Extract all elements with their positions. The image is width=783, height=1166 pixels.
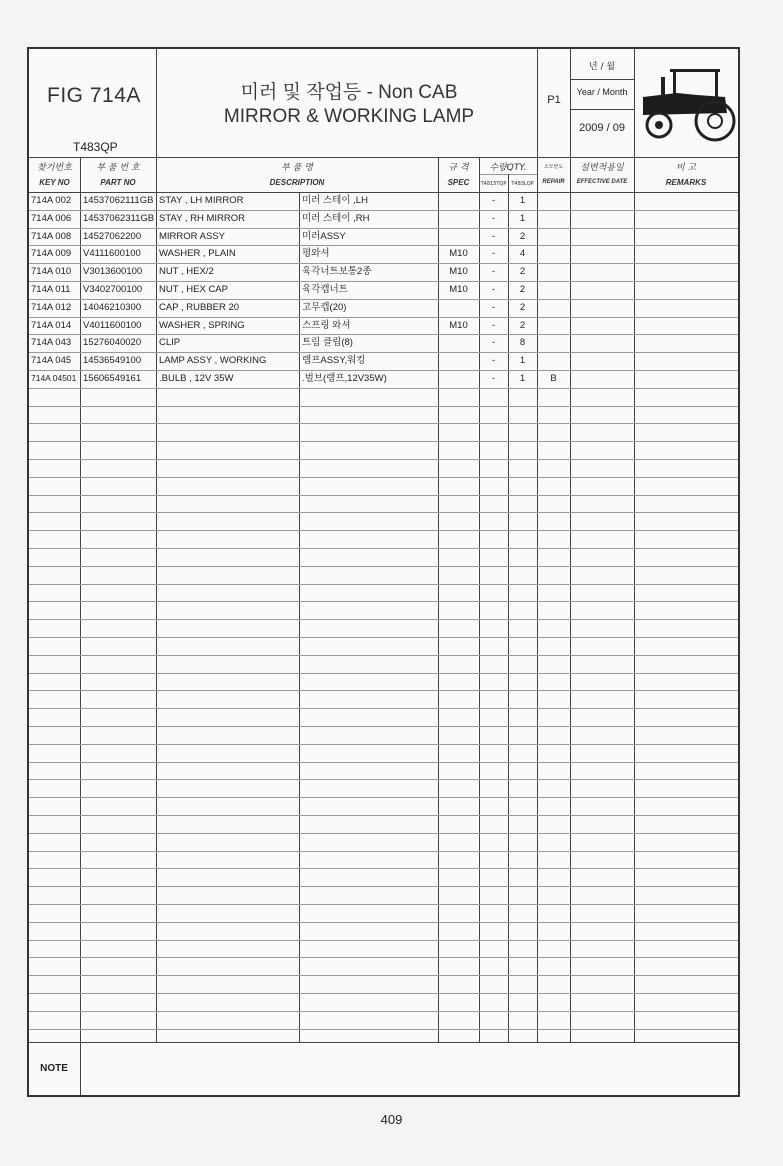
cell-key: 714A 009 bbox=[31, 248, 72, 260]
row-divider bbox=[29, 922, 738, 923]
cell-key: 714A 002 bbox=[31, 195, 72, 206]
row-divider bbox=[29, 851, 738, 852]
row-divider bbox=[29, 548, 738, 549]
cell-repair bbox=[537, 281, 570, 299]
cell-spec bbox=[438, 334, 479, 352]
cell-desc-kr: 스프링 와셔 bbox=[302, 319, 351, 331]
cell-repair bbox=[537, 317, 570, 335]
cell-part: 15276040020 bbox=[83, 337, 142, 349]
cell-repair bbox=[537, 245, 570, 263]
cell-desc-en: WASHER , SPRING bbox=[159, 319, 245, 331]
col-part-kr: 부 품 번 호 bbox=[96, 163, 140, 173]
figure-number: FIG 714A bbox=[47, 84, 141, 107]
cell-desc-en: .BULB , 12V 35W bbox=[159, 373, 234, 384]
row-divider bbox=[29, 619, 738, 620]
cell-qty2: 2 bbox=[519, 319, 526, 331]
col-repair-en: REPAIR bbox=[542, 179, 565, 185]
cell-key: 714A 006 bbox=[31, 212, 72, 224]
cell-qty2: 8 bbox=[519, 337, 526, 349]
cell-desc-kr: 육각너트보통2종 bbox=[302, 266, 372, 278]
cell-qty2: 1 bbox=[519, 355, 526, 367]
row-divider bbox=[29, 779, 738, 780]
row-divider bbox=[29, 388, 738, 389]
row-divider bbox=[29, 690, 738, 691]
cell-qty2: 2 bbox=[519, 284, 526, 295]
row-divider bbox=[29, 886, 738, 887]
cell-qty1: - bbox=[491, 301, 496, 313]
cell-desc-en: WASHER , PLAIN bbox=[159, 248, 236, 260]
cell-spec: M10 bbox=[449, 248, 468, 260]
cell-part: 14046210300 bbox=[83, 301, 142, 313]
cell-part: 14537062311GB bbox=[83, 212, 155, 224]
row-divider bbox=[29, 744, 738, 745]
cell-spec bbox=[438, 192, 479, 210]
cell-desc-kr: 미러 스테이 ,LH bbox=[302, 195, 368, 206]
cell-key: 714A 045 bbox=[31, 355, 72, 367]
col-rem-kr: 비 고 bbox=[675, 163, 697, 173]
cell-qty1: - bbox=[491, 230, 496, 242]
parts-list-sheet bbox=[27, 47, 740, 1097]
year-month-label-kr: 년 / 월 bbox=[588, 62, 616, 72]
cell-spec: M10 bbox=[449, 266, 468, 278]
cell-part: V3402700100 bbox=[83, 284, 143, 295]
cell-part: V4011600100 bbox=[83, 319, 142, 331]
title-korean: 미러 및 작업등 - Non CAB bbox=[240, 82, 458, 103]
row-divider bbox=[29, 993, 738, 994]
tractor-icon bbox=[637, 57, 737, 149]
col-spec-kr: 규 격 bbox=[448, 163, 469, 173]
cell-key: 714A 008 bbox=[31, 230, 72, 242]
col-eff-kr: 설변적용일 bbox=[580, 163, 624, 173]
row-divider bbox=[29, 868, 738, 869]
row-divider bbox=[29, 512, 738, 513]
row-divider bbox=[29, 940, 738, 941]
cell-repair bbox=[537, 263, 570, 281]
row-divider bbox=[29, 833, 738, 834]
cell-qty1: - bbox=[491, 337, 496, 349]
cell-qty1: - bbox=[491, 373, 496, 384]
col-key-en: KEY NO bbox=[39, 178, 70, 187]
row-divider bbox=[29, 566, 738, 567]
col-qty-sub2: T483LQP bbox=[511, 181, 534, 187]
cell-qty2: 1 bbox=[519, 212, 526, 224]
cell-qty2: 1 bbox=[519, 195, 526, 206]
cell-qty1: - bbox=[491, 284, 496, 295]
note-label: NOTE bbox=[40, 1063, 68, 1074]
cell-repair bbox=[537, 352, 570, 370]
cell-spec bbox=[438, 352, 479, 370]
model-code: T483QP bbox=[73, 140, 118, 154]
cell-repair bbox=[537, 192, 570, 210]
cell-key: 714A 043 bbox=[31, 337, 72, 349]
col-repair-kr: 소모번도 bbox=[543, 164, 564, 170]
cell-qty2: 2 bbox=[519, 266, 526, 278]
cell-qty1: - bbox=[491, 212, 496, 224]
row-divider bbox=[29, 406, 738, 407]
cell-desc-en: NUT , HEX/2 bbox=[159, 266, 214, 278]
cell-part: V3013600100 bbox=[83, 266, 143, 278]
cell-part: V4111600100 bbox=[83, 248, 141, 260]
cell-part: 14536549100 bbox=[83, 355, 142, 367]
cell-repair bbox=[537, 210, 570, 228]
col-desc-kr: 부 품 명 bbox=[281, 163, 313, 173]
cell-repair: B bbox=[550, 373, 557, 384]
cell-part: 14537062111GB bbox=[83, 195, 154, 206]
cell-qty2: 2 bbox=[519, 230, 526, 242]
col-part-en: PART NO bbox=[100, 178, 136, 187]
col-desc-en: DESCRIPTION bbox=[269, 178, 325, 187]
cell-desc-en: STAY , RH MIRROR bbox=[159, 212, 246, 224]
cell-spec: M10 bbox=[449, 319, 468, 331]
cell-part: 14527062200 bbox=[83, 230, 142, 242]
cell-spec: M10 bbox=[449, 284, 468, 295]
cell-desc-kr: .벌브(램프,12V35W) bbox=[302, 373, 387, 384]
cell-key: 714A 010 bbox=[31, 266, 72, 278]
col-qty-sub1: T4815TQP bbox=[480, 181, 507, 187]
cell-desc-kr: 평와셔 bbox=[302, 248, 330, 260]
cell-desc-en: CLIP bbox=[159, 337, 181, 349]
cell-desc-en: STAY , LH MIRROR bbox=[159, 195, 244, 206]
row-divider bbox=[29, 655, 738, 656]
cell-repair bbox=[537, 299, 570, 317]
col-spec-en: SPEC bbox=[447, 178, 470, 187]
row-divider bbox=[29, 957, 738, 958]
row-divider bbox=[29, 904, 738, 905]
cell-spec bbox=[438, 210, 479, 228]
row-divider bbox=[29, 673, 738, 674]
cell-qty2: 2 bbox=[519, 301, 526, 313]
row-divider bbox=[29, 1029, 738, 1030]
row-divider bbox=[29, 423, 738, 424]
cell-desc-kr: 트림 클립(8) bbox=[302, 337, 353, 349]
cell-desc-kr: 램프ASSY,워킹 bbox=[302, 355, 366, 367]
row-divider bbox=[29, 441, 738, 442]
cell-desc-en: NUT , HEX CAP bbox=[159, 284, 228, 295]
cell-desc-en: MIRROR ASSY bbox=[159, 230, 225, 242]
row-divider bbox=[29, 584, 738, 585]
cell-qty1: - bbox=[491, 248, 496, 260]
cell-part: 15606549161 bbox=[83, 373, 142, 384]
cell-desc-en: CAP , RUBBER 20 bbox=[159, 301, 240, 313]
page-number: 409 bbox=[380, 1112, 403, 1127]
cell-qty2: 1 bbox=[519, 373, 526, 384]
row-divider bbox=[29, 477, 738, 478]
row-divider bbox=[29, 637, 738, 638]
cell-desc-kr: 고무캡(20) bbox=[302, 301, 347, 313]
cell-key: 714A 014 bbox=[31, 319, 72, 331]
cell-spec bbox=[438, 228, 479, 246]
col-key-kr: 찾기번호 bbox=[37, 163, 72, 173]
cell-desc-kr: 육각캡너트 bbox=[302, 284, 348, 295]
cell-qty1: - bbox=[491, 195, 496, 206]
row-divider bbox=[29, 726, 738, 727]
title-english: MIRROR & WORKING LAMP bbox=[223, 106, 475, 127]
cell-spec bbox=[438, 299, 479, 317]
col-eff-en: EFFECTIVE DATE bbox=[576, 179, 628, 185]
row-divider bbox=[29, 459, 738, 460]
cell-spec bbox=[438, 370, 479, 388]
row-divider bbox=[29, 797, 738, 798]
col-rem-en: REMARKS bbox=[665, 178, 707, 187]
year-month-value: 2009 / 09 bbox=[579, 122, 625, 134]
cell-key: 714A 012 bbox=[31, 301, 72, 313]
cell-desc-kr: 미러 스테이 ,RH bbox=[302, 212, 370, 224]
cell-key: 714A 04501 bbox=[31, 373, 77, 383]
cell-repair bbox=[537, 228, 570, 246]
year-month-label-en: Year / Month bbox=[576, 87, 628, 97]
cell-repair bbox=[537, 334, 570, 352]
cell-desc-en: LAMP ASSY , WORKING bbox=[159, 355, 267, 367]
cell-key: 714A 011 bbox=[31, 284, 71, 295]
cell-qty1: - bbox=[491, 266, 496, 278]
cell-qty1: - bbox=[491, 319, 496, 331]
row-divider bbox=[29, 601, 738, 602]
row-divider bbox=[29, 495, 738, 496]
page-reference: P1 bbox=[547, 94, 561, 106]
row-divider bbox=[29, 975, 738, 976]
cell-qty1: - bbox=[491, 355, 496, 367]
row-divider bbox=[29, 1011, 738, 1012]
row-divider bbox=[29, 530, 738, 531]
col-qty-kr: 수량QTY. bbox=[489, 163, 527, 173]
cell-qty2: 4 bbox=[519, 248, 526, 260]
row-divider bbox=[29, 762, 738, 763]
row-divider bbox=[29, 708, 738, 709]
row-divider bbox=[29, 815, 738, 816]
cell-desc-kr: 미러ASSY bbox=[302, 230, 346, 242]
